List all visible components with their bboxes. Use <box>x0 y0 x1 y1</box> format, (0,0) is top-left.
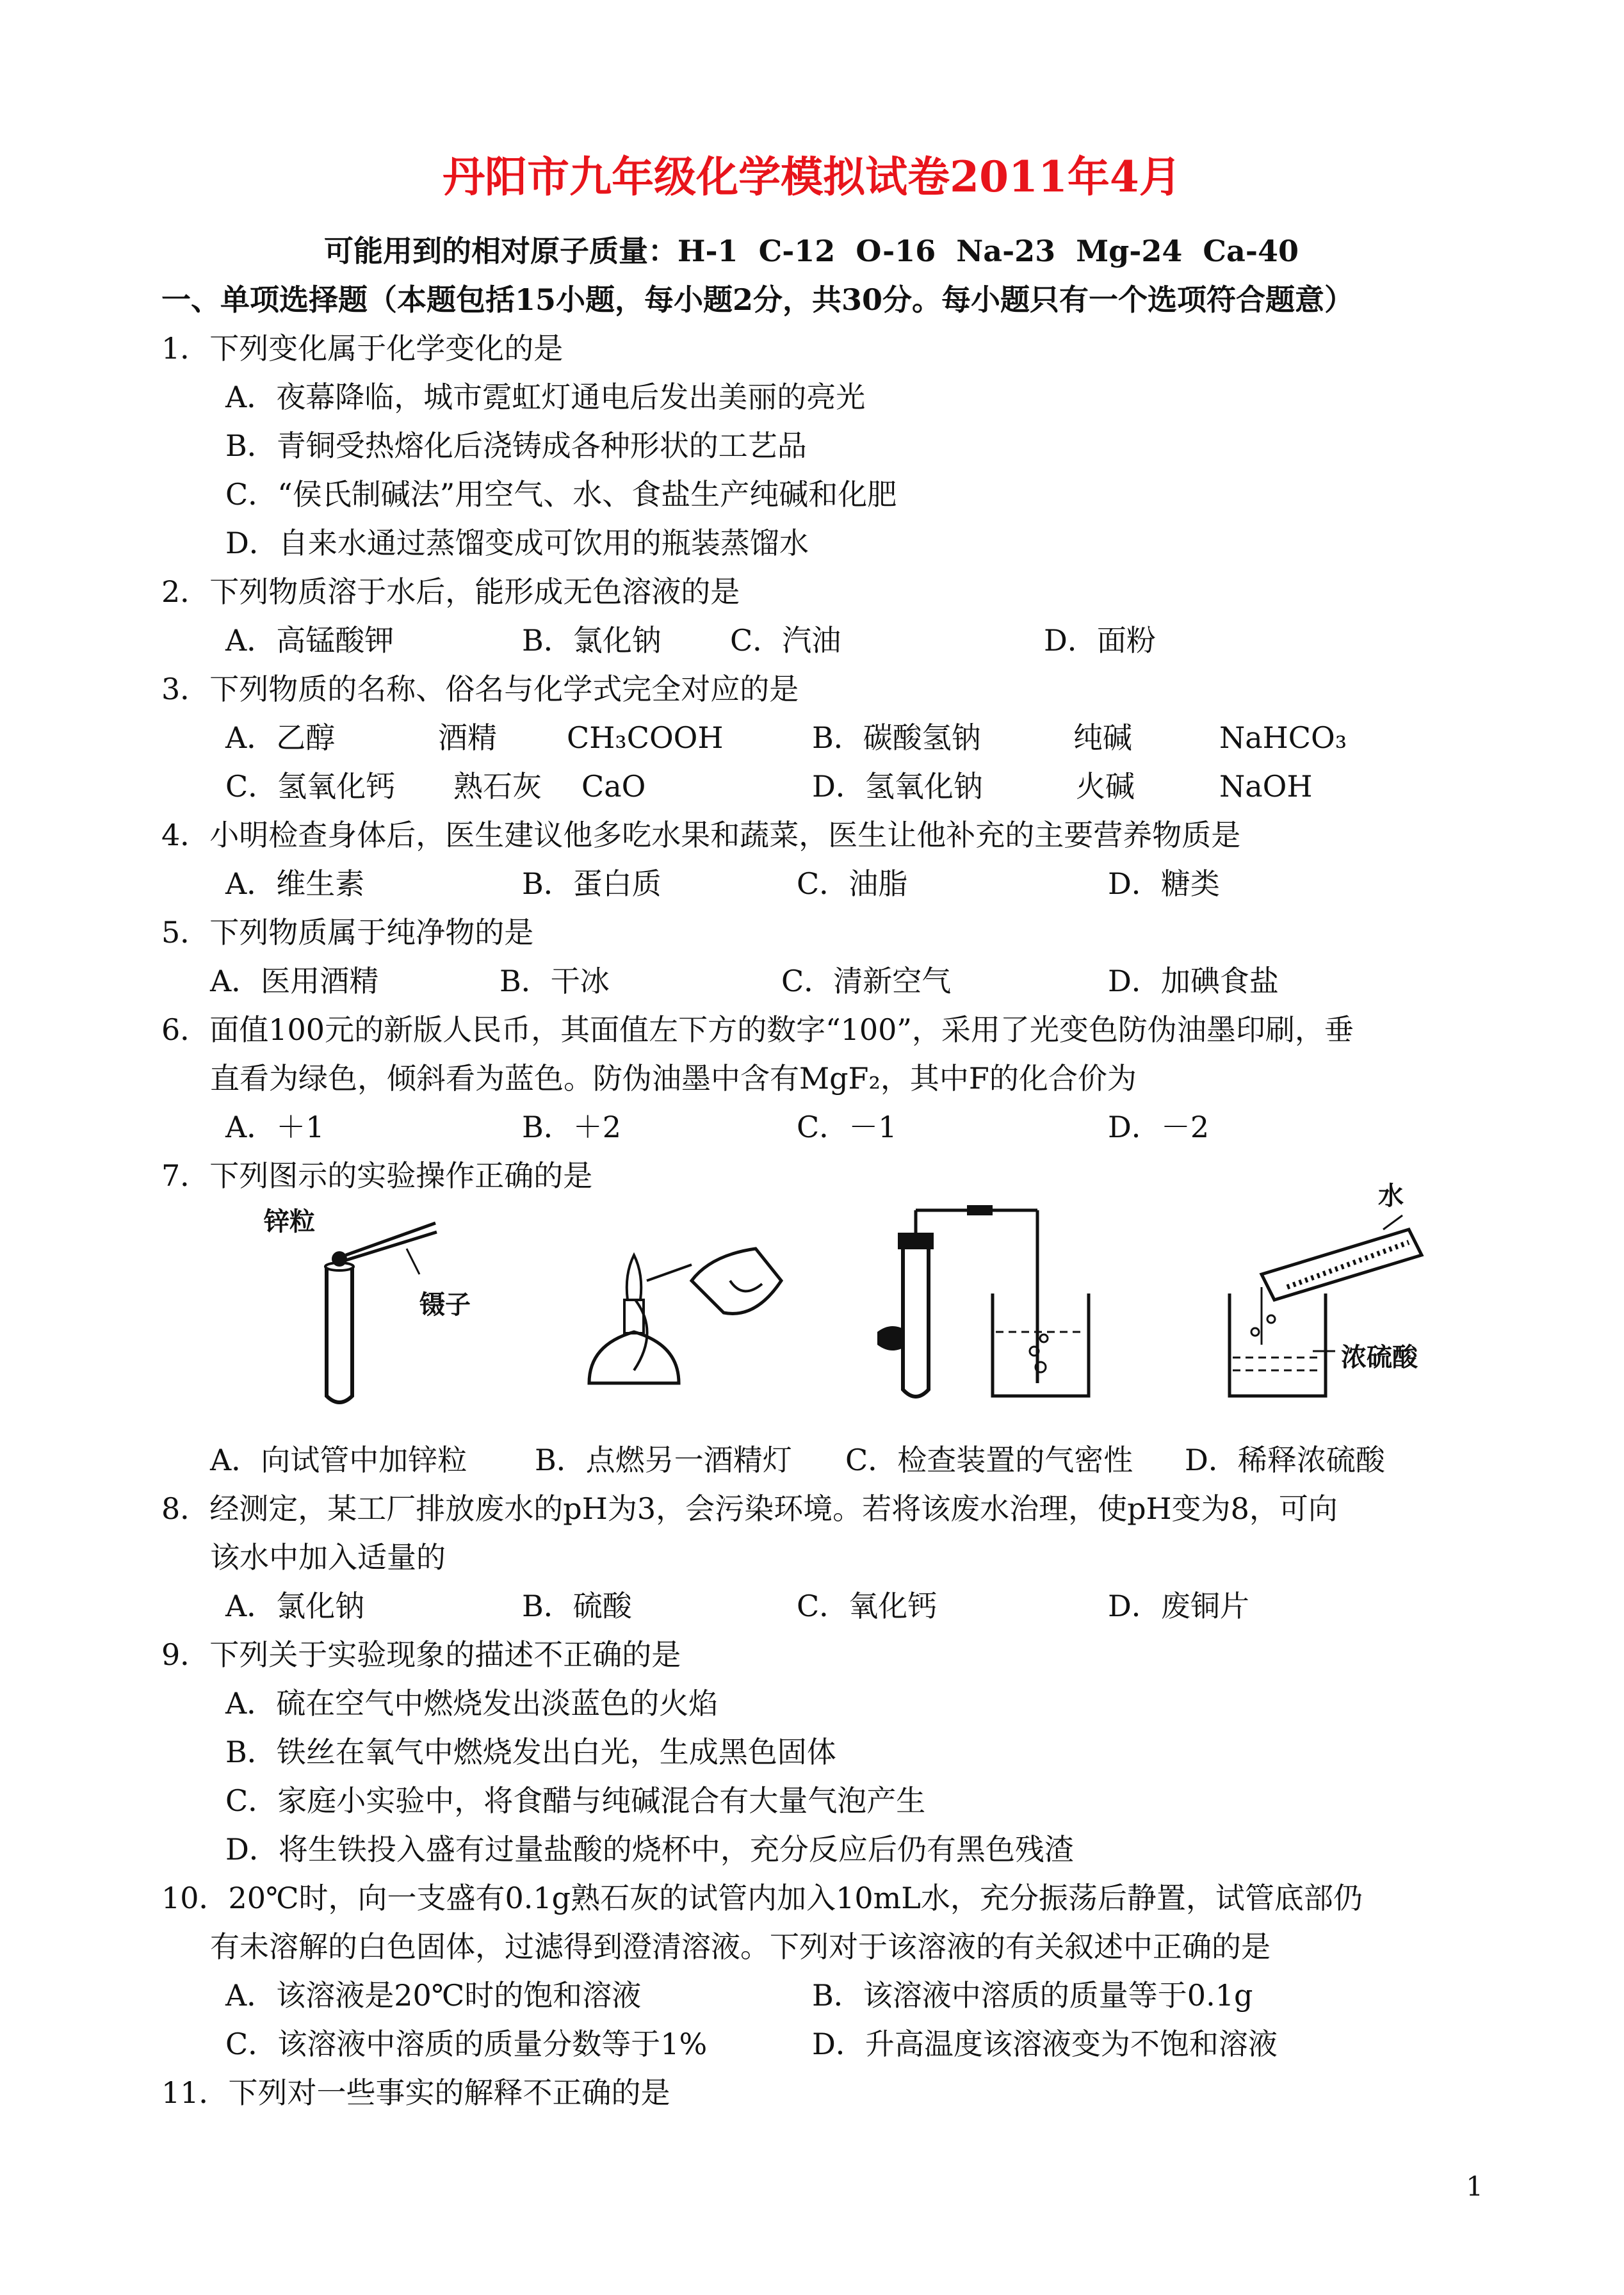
figure-d-label-water: 水 <box>1378 1181 1404 1211</box>
figure-a-label-zinc: 锌粒 <box>264 1206 315 1237</box>
question-10-option-a: A．该溶液是20℃时的饱和溶液 <box>225 1978 642 2013</box>
question-1-option-b: B．青铜受热熔化后浇铸成各种形状的工艺品 <box>225 428 807 463</box>
question-8-option-d: D．废铜片 <box>1108 1589 1249 1623</box>
question-3-option-d-common: 火碱 <box>1076 769 1135 804</box>
page-title: 丹阳市九年级化学模拟试卷2011年4月 <box>443 152 1181 202</box>
question-9-option-b: B．铁丝在氧气中燃烧发出白光，生成黑色固体 <box>225 1735 836 1769</box>
question-5-option-c: C．清新空气 <box>781 964 952 998</box>
question-1-option-d: D．自来水通过蒸馏变成可饮用的瓶装蒸馏水 <box>225 526 809 560</box>
question-6-option-b: B．＋2 <box>522 1110 622 1144</box>
question-3-option-d-name: D．氢氧化钠 <box>812 769 983 804</box>
question-6-line-1: 6．面值100元的新版人民币，其面值左下方的数字“100”，采用了光变色防伪油墨印刷，垂 <box>161 1012 1354 1047</box>
figure-b-lamps <box>564 1204 807 1415</box>
question-8-line-2: 该水中加入适量的 <box>210 1540 446 1575</box>
atomic-mass-line: 可能用到的相对原子质量：H-1 C-12 O-16 Na-23 Mg-24 Ca-40 <box>324 234 1299 268</box>
question-8-option-c: C．氧化钙 <box>797 1589 938 1623</box>
question-3-option-a-formula: CH₃COOH <box>567 720 724 755</box>
question-3-option-a-name: A．乙醇 <box>225 720 336 755</box>
question-11-stem: 11．下列对一些事实的解释不正确的是 <box>161 2075 670 2110</box>
figure-d-dilute-acid <box>1217 1204 1486 1415</box>
question-10-option-c: C．该溶液中溶质的质量分数等于1% <box>225 2027 708 2061</box>
question-2-option-a: A．高锰酸钾 <box>225 623 394 658</box>
question-5-option-d: D．加碘食盐 <box>1108 964 1279 998</box>
question-5-option-b: B．干冰 <box>499 964 610 998</box>
question-5-stem: 5．下列物质属于纯净物的是 <box>161 915 534 950</box>
question-3-option-c-formula: CaO <box>581 769 646 804</box>
question-4-option-d: D．糖类 <box>1108 866 1220 901</box>
question-2-stem: 2．下列物质溶于水后，能形成无色溶液的是 <box>161 574 740 609</box>
question-3-option-c-common: 熟石灰 <box>453 769 542 804</box>
question-10-option-b: B．该溶液中溶质的质量等于0.1g <box>812 1978 1253 2013</box>
question-4-option-b: B．蛋白质 <box>522 866 662 901</box>
figure-d-label-acid: 浓硫酸 <box>1341 1342 1418 1372</box>
question-3-stem: 3．下列物质的名称、俗名与化学式完全对应的是 <box>161 672 799 706</box>
question-4-option-c: C．油脂 <box>797 866 908 901</box>
question-7-stem: 7．下列图示的实验操作正确的是 <box>161 1158 593 1193</box>
question-4-option-a: A．维生素 <box>225 866 365 901</box>
question-3-option-b-common: 纯碱 <box>1073 720 1132 755</box>
question-8-line-1: 8．经测定，某工厂排放废水的pH为3，会污染环境。若将该废水治理，使pH变为8，可向 <box>161 1491 1338 1526</box>
question-3-option-b-formula: NaHCO₃ <box>1219 720 1347 755</box>
question-7-option-c: C．检查装置的气密性 <box>845 1443 1133 1477</box>
question-2-option-d: D．面粉 <box>1044 623 1156 658</box>
page-number: 1 <box>1466 2171 1483 2202</box>
question-7-option-a: A．向试管中加锌粒 <box>210 1443 467 1477</box>
question-10-option-d: D．升高温度该溶液变为不饱和溶液 <box>812 2027 1278 2061</box>
question-6-option-d: D．－2 <box>1108 1110 1210 1144</box>
question-2-option-b: B．氯化钠 <box>522 623 662 658</box>
question-9-option-d: D．将生铁投入盛有过量盐酸的烧杯中，充分反应后仍有黑色残渣 <box>225 1832 1074 1867</box>
question-9-option-c: C．家庭小实验中，将食醋与纯碱混合有大量气泡产生 <box>225 1783 926 1818</box>
question-1-stem: 1．下列变化属于化学变化的是 <box>161 331 564 366</box>
question-6-option-c: C．－1 <box>797 1110 897 1144</box>
figure-a-label-tweezers: 镊子 <box>419 1290 471 1320</box>
question-4-stem: 4．小明检查身体后，医生建议他多吃水果和蔬菜，医生让他补充的主要营养物质是 <box>161 818 1241 852</box>
question-7-option-b: B．点燃另一酒精灯 <box>535 1443 792 1477</box>
question-10-line-2: 有未溶解的白色固体，过滤得到澄清溶液。下列对于该溶液的有关叙述中正确的是 <box>210 1929 1271 1964</box>
figure-c-airtight-check <box>871 1204 1127 1415</box>
question-9-stem: 9．下列关于实验现象的描述不正确的是 <box>161 1637 681 1672</box>
question-1-option-a: A．夜幕降临，城市霓虹灯通电后发出美丽的亮光 <box>225 380 866 414</box>
question-8-option-b: B．硫酸 <box>522 1589 632 1623</box>
question-6-line-2: 直看为绿色，倾斜看为蓝色。防伪油墨中含有MgF₂，其中F的化合价为 <box>210 1061 1137 1096</box>
question-3-option-a-common: 酒精 <box>438 720 497 755</box>
question-2-option-c: C．汽油 <box>730 623 841 658</box>
question-10-line-1: 10．20℃时，向一支盛有0.1g熟石灰的试管内加入10mL水，充分振荡后静置，试管底部仍 <box>161 1881 1363 1915</box>
question-3-option-d-formula: NaOH <box>1219 769 1313 804</box>
section-heading: 一、单项选择题（本题包括15小题，每小题2分，共30分。每小题只有一个选项符合题意） <box>161 282 1354 317</box>
question-8-option-a: A．氯化钠 <box>225 1589 365 1623</box>
question-6-option-a: A．＋1 <box>225 1110 325 1144</box>
question-5-option-a: A．医用酒精 <box>210 964 379 998</box>
question-1-option-c: C．“侯氏制碱法”用空气、水、食盐生产纯碱和化肥 <box>225 477 897 512</box>
question-7-option-d: D．稀释浓硫酸 <box>1185 1443 1385 1477</box>
question-9-option-a: A．硫在空气中燃烧发出淡蓝色的火焰 <box>225 1686 719 1721</box>
question-3-option-c-name: C．氢氧化钙 <box>225 769 396 804</box>
question-3-option-b-name: B．碳酸氢钠 <box>812 720 981 755</box>
